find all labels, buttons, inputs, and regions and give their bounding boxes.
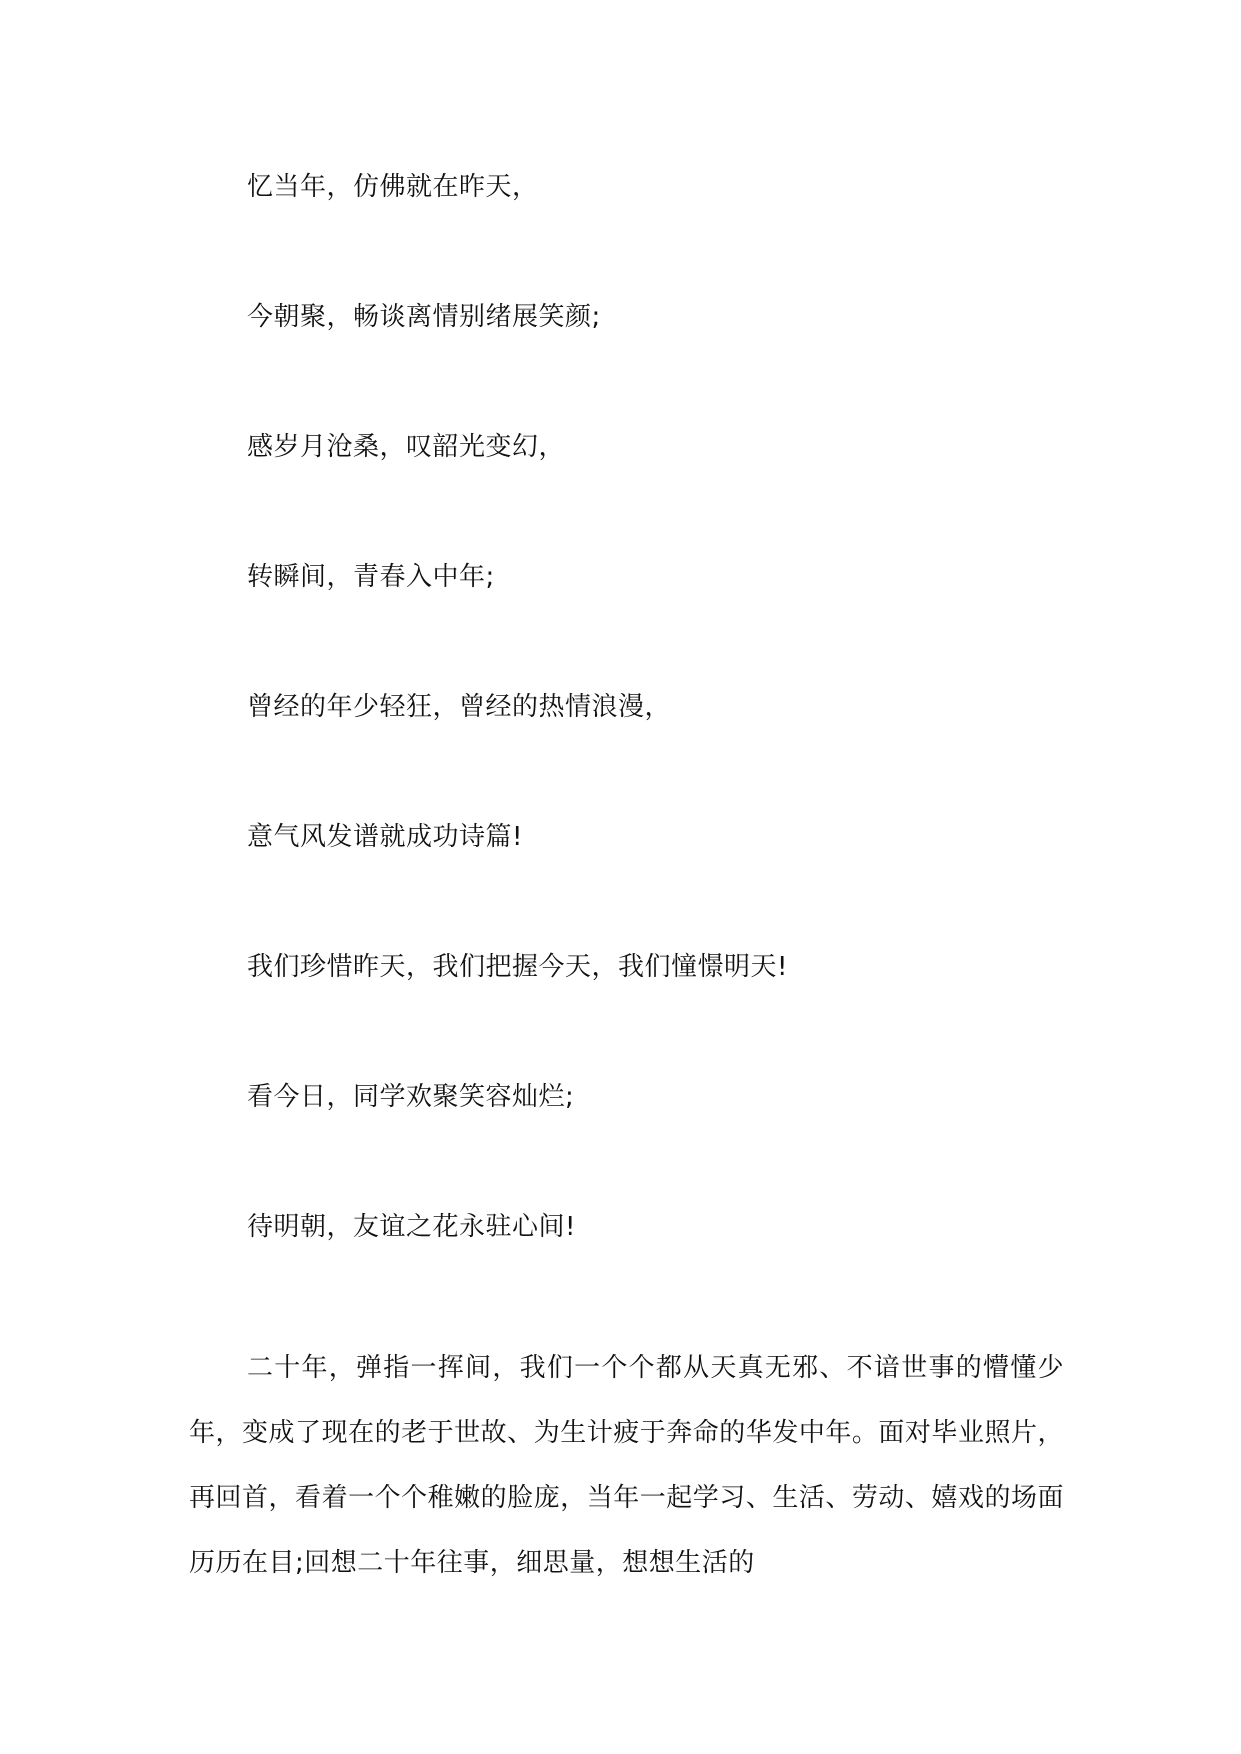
verse-line: 忆当年，仿佛就在昨天， xyxy=(247,172,539,202)
verse-line: 待明朝，友谊之花永驻心间! xyxy=(247,1212,576,1242)
verse-line: 曾经的年少轻狂，曾经的热情浪漫， xyxy=(247,692,672,722)
verse-line: 感岁月沧桑，叹韶光变幻， xyxy=(247,432,566,462)
verse-line: 意气风发谱就成功诗篇! xyxy=(247,822,523,852)
verse-line: 我们珍惜昨天，我们把握今天，我们憧憬明天! xyxy=(247,952,788,982)
verse-line: 看今日，同学欢聚笑容灿烂; xyxy=(247,1082,575,1112)
verse-line: 今朝聚，畅谈离情别绪展笑颜; xyxy=(247,302,601,332)
verse-line: 转瞬间，青春入中年; xyxy=(247,562,495,592)
body-paragraph: 二十年，弹指一挥间，我们一个个都从天真无邪、不谙世事的懵懂少年，变成了现在的老于世故、为生计疲于奔命的华发中年。面对毕业照片，再回首，看着一个个稚嫩的脸庞，当年一起学习、生活、劳动、嬉戏的场面历历在目;回想二十年往事，细思量，想想生活的 xyxy=(189,1353,1064,1578)
